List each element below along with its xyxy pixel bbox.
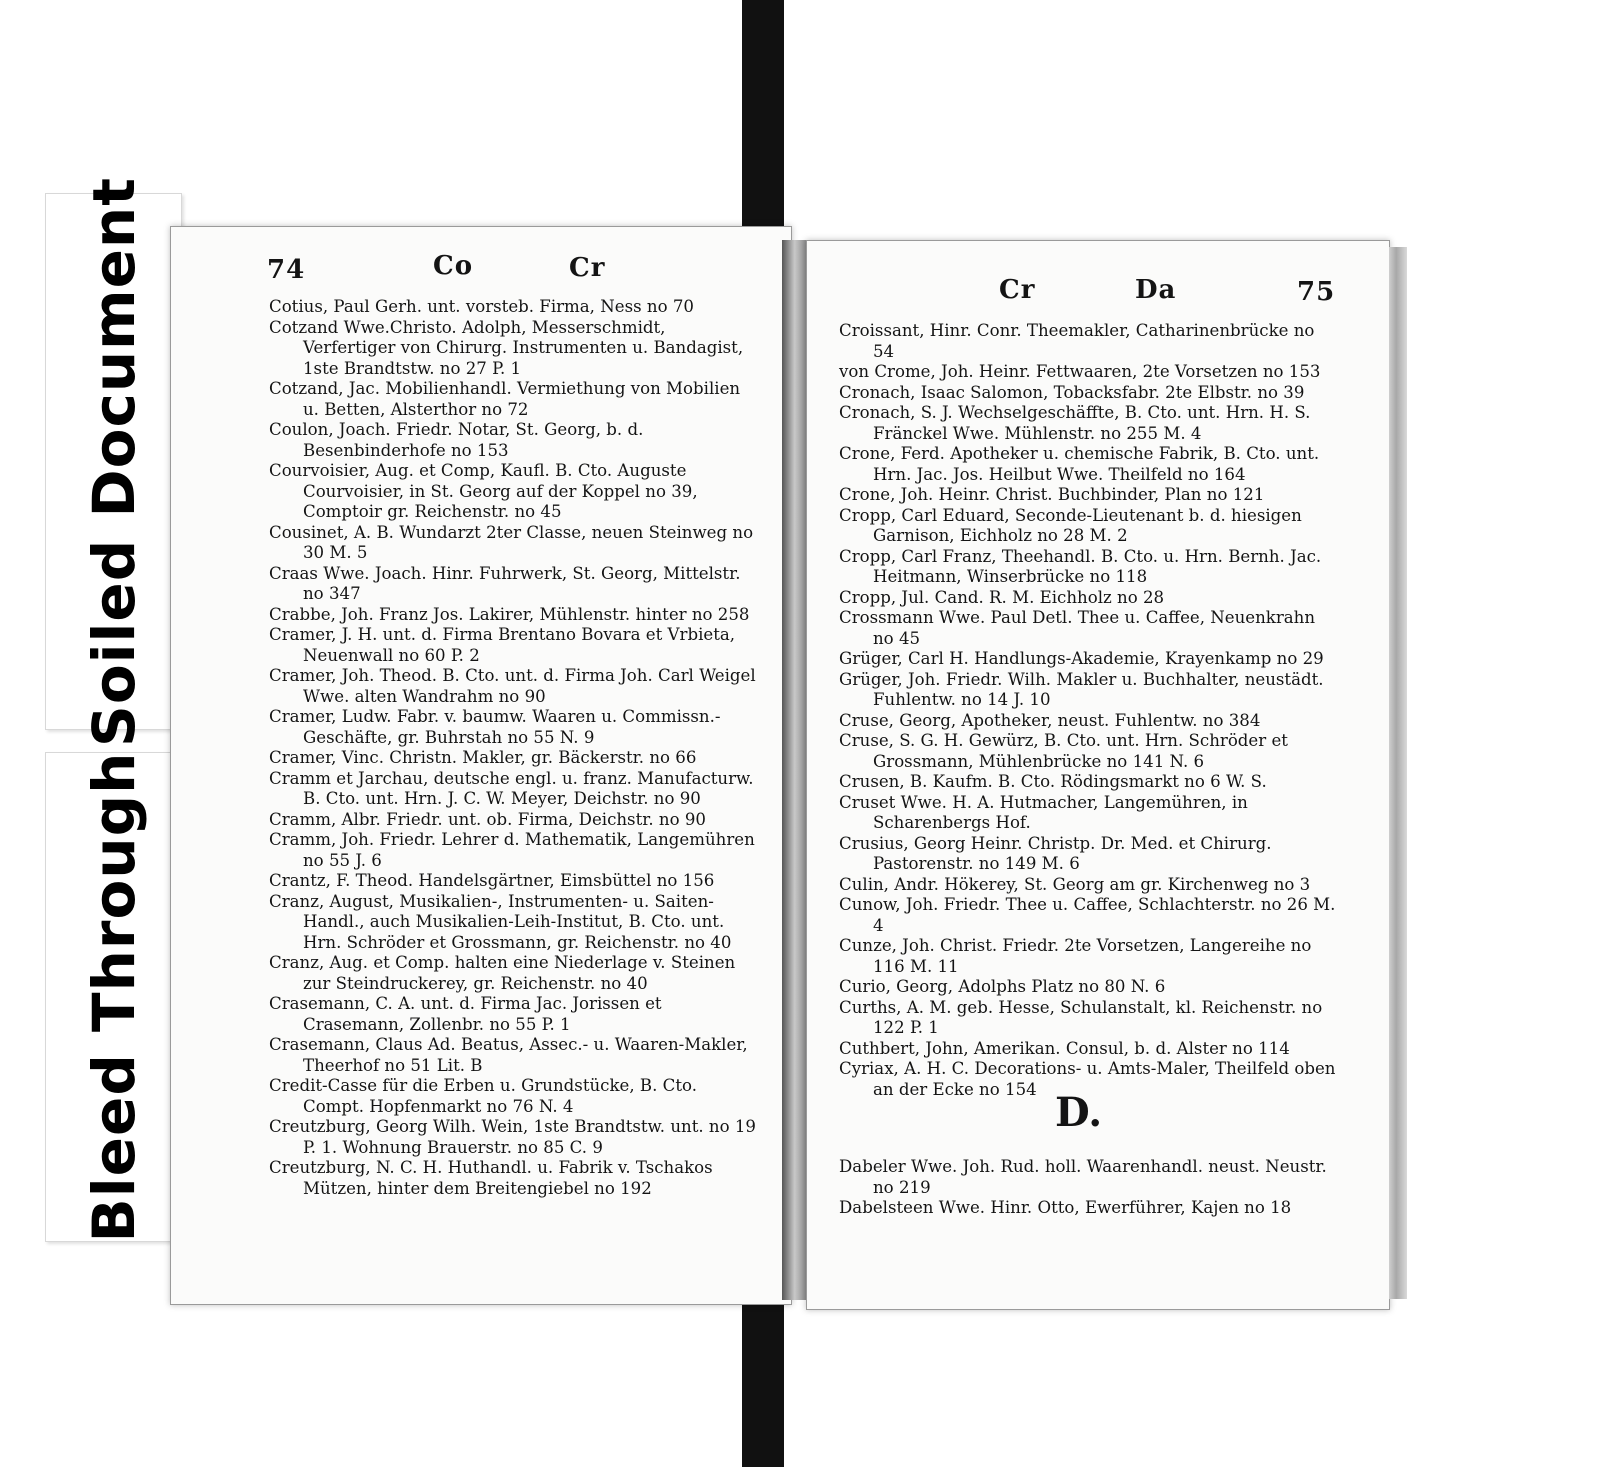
directory-entry: Grüger, Carl H. Handlungs-Akademie, Krayenkamp no 29 xyxy=(839,649,1324,668)
directory-entry: Credit-Casse für die Erben u. Grundstücke, B. Cto. Compt. Hopfenmarkt no 76 N. 4 xyxy=(269,1076,697,1116)
right-page-number: 75 xyxy=(1297,277,1336,307)
left-page-number: 74 xyxy=(267,255,306,285)
left-running-head-to: Cr xyxy=(569,253,606,283)
directory-entry: Culin, Andr. Hökerey, St. Georg am gr. Kirchenweg no 3 xyxy=(839,874,1311,894)
directory-entry: Curio, Georg, Adolphs Platz no 80 N. 6 xyxy=(839,977,1166,996)
soiled-document-stamp xyxy=(45,176,182,747)
directory-entry: Dabeler Wwe. Joh. Rud. holl. Waarenhandl. neust. Neustr. no 219 xyxy=(839,1157,1327,1197)
directory-entry: von Crome, Joh. Heinr. Fettwaaren, 2te Vorsetzen no 153 xyxy=(839,362,1321,381)
directory-entry: Cropp, Carl Eduard, Seconde-Lieutenant b. d. hiesigen Garnison, Eichholz no 28 M. 2 xyxy=(839,505,1302,545)
directory-entry: Cronach, Isaac Salomon, Tobacksfabr. 2te Elbstr. no 39 xyxy=(839,382,1305,402)
directory-entry: Crossmann Wwe. Paul Detl. Thee u. Caffee, Neuenkrahn no 45 xyxy=(839,608,1316,648)
soiled-document-label: Soiled Document xyxy=(79,176,148,747)
directory-entry: Cruse, S. G. H. Gewürz, B. Cto. unt. Hrn. Schröder et Grossmann, Mühlenbrücke no 141 N. 6 xyxy=(839,731,1288,771)
directory-entry: Crasemann, C. A. unt. d. Firma Jac. Jorissen et Crasemann, Zollenbr. no 55 P. 1 xyxy=(269,994,662,1034)
directory-entry: Cunze, Joh. Christ. Friedr. 2te Vorsetzen, Langereihe no 116 M. 11 xyxy=(839,936,1312,976)
section-d-entries xyxy=(839,1157,1339,1219)
directory-entry: Cropp, Carl Franz, Theehandl. B. Cto. u. Hrn. Bernh. Jac. Heitmann, Winserbrücke no 118 xyxy=(839,546,1322,586)
left-directory-entries xyxy=(269,297,759,1199)
directory-entry: Dabelsteen Wwe. Hinr. Otto, Ewerführer, Kajen no 18 xyxy=(839,1198,1292,1217)
directory-entry: Cunow, Joh. Friedr. Thee u. Caffee, Schlachterstr. no 26 M. 4 xyxy=(839,895,1336,935)
directory-entry: Cramer, Ludw. Fabr. v. baumw. Waaren u. Commissn.-Geschäfte, gr. Buhrstah no 55 N. 9 xyxy=(269,707,721,747)
directory-entry: Crabbe, Joh. Franz Jos. Lakirer, Mühlenstr. hinter no 258 xyxy=(269,604,750,624)
directory-entry: Cousinet, A. B. Wundarzt 2ter Classe, neuen Steinweg no 30 M. 5 xyxy=(269,522,754,562)
directory-entry: Cuthbert, John, Amerikan. Consul, b. d. Alster no 114 xyxy=(839,1038,1290,1058)
directory-entry: Crusius, Georg Heinr. Christp. Dr. Med. et Chirurg. Pastorenstr. no 149 M. 6 xyxy=(839,833,1272,873)
directory-entry: Cropp, Jul. Cand. R. M. Eichholz no 28 xyxy=(839,587,1165,607)
directory-entry: Cruse, Georg, Apotheker, neust. Fuhlentw. no 384 xyxy=(839,710,1261,730)
directory-entry: Crusen, B. Kaufm. B. Cto. Rödingsmarkt no 6 W. S. xyxy=(839,772,1267,791)
directory-entry: Cyriax, A. H. C. Decorations- u. Amts-Maler, Theilfeld oben an der Ecke no 154 xyxy=(839,1059,1336,1099)
binding-strip-bottom xyxy=(742,1290,784,1467)
directory-entry: Crasemann, Claus Ad. Beatus, Assec.- u. Waaren-Makler, Theerhof no 51 Lit. B xyxy=(269,1035,748,1075)
right-running-head-from: Cr xyxy=(999,275,1036,305)
directory-entry: Cotius, Paul Gerh. unt. vorsteb. Firma, Ness no 70 xyxy=(269,297,694,316)
directory-entry: Cranz, Aug. et Comp. halten eine Niederlage v. Steinen zur Steindruckerey, gr. Reichenstr. no 40 xyxy=(269,953,736,993)
directory-entry: Cramer, J. H. unt. d. Firma Brentano Bovara et Vrbieta, Neuenwall no 60 P. 2 xyxy=(269,625,736,665)
directory-entry: Cramm et Jarchau, deutsche engl. u. franz. Manufacturw. B. Cto. unt. Hrn. J. C. W. Meyer, Deichstr. no 90 xyxy=(269,768,754,808)
directory-entry: Cruset Wwe. H. A. Hutmacher, Langemühren, in Scharenbergs Hof. xyxy=(839,792,1248,832)
binding-strip-top xyxy=(742,0,784,245)
directory-entry: Grüger, Joh. Friedr. Wilh. Makler u. Buchhalter, neustädt. Fuhlentw. no 14 J. 10 xyxy=(839,669,1324,709)
directory-entry: Cranz, August, Musikalien-, Instrumenten- u. Saiten-Handl., auch Musikalien-Leih-Institut, B. Cto. unt. Hrn. Schröder et Grossmann, gr. Reichenstr. no 40 xyxy=(269,891,732,952)
directory-entry: Crantz, F. Theod. Handelsgärtner, Eimsbüttel no 156 xyxy=(269,871,715,890)
directory-entry: Cotzand Wwe.Christo. Adolph, Messerschmidt, Verfertiger von Chirurg. Instrumenten u. Bandagist, 1ste Brandtstw. no 27 P. 1 xyxy=(269,317,744,378)
directory-entry: Creutzburg, N. C. H. Huthandl. u. Fabrik v. Tschakos Mützen, hinter dem Breitengiebel no 192 xyxy=(269,1158,713,1198)
directory-entry: Cotzand, Jac. Mobilienhandl. Vermiethung von Mobilien u. Betten, Alsterthor no 72 xyxy=(269,379,741,419)
right-directory-entries xyxy=(839,321,1339,1100)
section-letter-d: D. xyxy=(1055,1089,1103,1136)
directory-entry: Cronach, S. J. Wechselgeschäffte, B. Cto. unt. Hrn. H. S. Fränckel Wwe. Mühlenstr. no 255 M. 4 xyxy=(839,403,1311,443)
directory-entry: Crone, Ferd. Apotheker u. chemische Fabrik, B. Cto. unt. Hrn. Jac. Jos. Heilbut Wwe. Theilfeld no 164 xyxy=(839,444,1320,484)
right-running-head-to: Da xyxy=(1135,275,1177,305)
bleed-through-stamp xyxy=(45,752,182,1242)
directory-entry: Creutzburg, Georg Wilh. Wein, 1ste Brandtstw. unt. no 19 P. 1. Wohnung Brauerstr. no 85 C. 9 xyxy=(269,1117,756,1157)
directory-entry: Crone, Joh. Heinr. Christ. Buchbinder, Plan no 121 xyxy=(839,485,1265,504)
directory-entry: Cramm, Joh. Friedr. Lehrer d. Mathematik, Langemühren no 55 J. 6 xyxy=(269,830,755,870)
directory-entry: Courvoisier, Aug. et Comp, Kaufl. B. Cto. Auguste Courvoisier, in St. Georg auf der Koppel no 39, Comptoir gr. Reichenstr. no 45 xyxy=(269,461,698,521)
directory-entry: Cramm, Albr. Friedr. unt. ob. Firma, Deichstr. no 90 xyxy=(269,809,706,829)
directory-entry: Cramer, Joh. Theod. B. Cto. unt. d. Firma Joh. Carl Weigel Wwe. alten Wandrahm no 90 xyxy=(269,666,756,706)
directory-entry: Curths, A. M. geb. Hesse, Schulanstalt, kl. Reichenstr. no 122 P. 1 xyxy=(839,997,1323,1037)
directory-entry: Cramer, Vinc. Christn. Makler, gr. Bäckerstr. no 66 xyxy=(269,748,697,767)
directory-entry: Coulon, Joach. Friedr. Notar, St. Georg, b. d. Besenbinderhofe no 153 xyxy=(269,420,644,460)
directory-entry: Craas Wwe. Joach. Hinr. Fuhrwerk, St. Georg, Mittelstr. no 347 xyxy=(269,563,741,603)
directory-entry: Croissant, Hinr. Conr. Theemakler, Catharinenbrücke no 54 xyxy=(839,321,1315,361)
left-page xyxy=(170,226,792,1305)
bleed-through-label: Bleed Through xyxy=(79,751,148,1243)
left-running-head-from: Co xyxy=(433,251,474,281)
right-page xyxy=(806,240,1390,1310)
